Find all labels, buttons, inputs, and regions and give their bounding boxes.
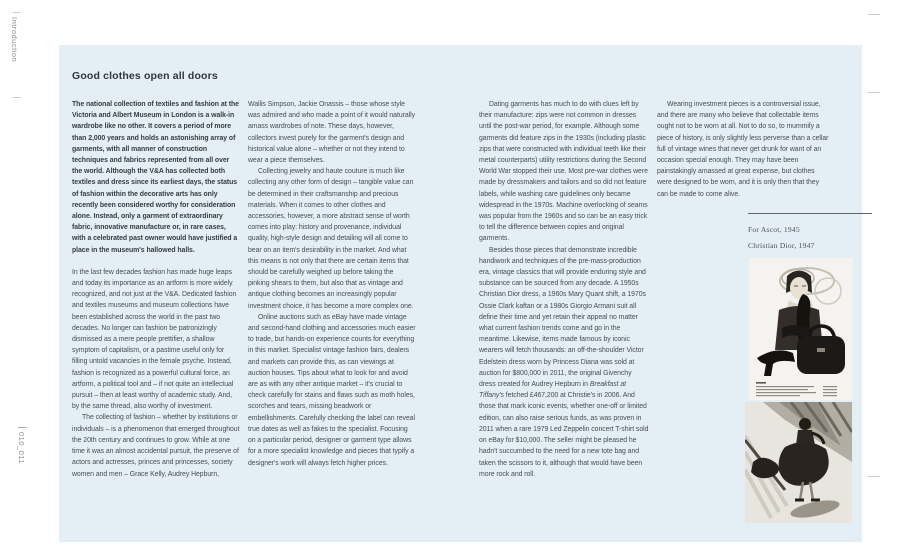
paragraph: The collecting of fashion – whether by institutions or individuals – is a phenomenon that emerged throughout the 20th century and continues to grow. While at one time it was an almost accidental pursuit, the preserve of actors and actresses, princes and princesses, society women and men – Grace Kelly, Audrey Hepburn, <box>72 414 240 478</box>
paragraph: Wearing investment pieces is a controversial issue, and there are many who believe that collectable items ought not to be worn at all. Not to do so, to mummify a piece of history, is only slightly less perverse than a cellar full of vintage wines that never get drunk for want of an occasion special enough. They may have been painstakingly amassed at great expense, but clothes were designed to be worn, and it is only then that they can be made to come alive. <box>657 101 829 198</box>
page-title: Good clothes open all doors <box>72 70 218 82</box>
page-background <box>59 45 862 542</box>
photo-dior-street-scene <box>745 402 852 523</box>
text-column-3 <box>479 99 649 480</box>
trim-mark <box>868 92 880 93</box>
text-column-4 <box>657 99 829 200</box>
photo-ascot-illustration <box>749 258 853 400</box>
paragraph: Wallis Simpson, Jackie Onassis – those whose style was admired and who made a point of it would naturally amass wardrobes of note. These days, however, collectors invest purely for the garment's design and historical value alone – whether or not they intend to wear a piece themselves. <box>248 101 415 165</box>
trim-mark <box>868 476 880 477</box>
paragraph: Collecting jewelry and haute couture is much like collecting any other form of design – tangible value can be determined in their craftsmanship and precious materials. When it comes to other clothes and accessories, however, a more abstract sense of worth comes into play: history and provenance, individual quality, high-style design and detailing will all come to bear on an item's desirability in the market. And what this means is not only that there are certain items that should be carefully weighed up before taking the pinking shears to them, but also that as vintage and antique clothing becomes an increasingly popular investment choice, it has become a more complex one. <box>248 168 414 310</box>
photo-ascot-1945 <box>749 258 853 400</box>
caption-rule <box>748 213 872 214</box>
sidebar-section-label: Introduction <box>10 17 19 63</box>
photo-caption-dior: Christian Dior, 1947 <box>748 241 815 250</box>
paragraph: Besides those pieces that demonstrate incredible handiwork and techniques of the pre-mass-production era, vintage classics that will provide enduring style and substance can be sourced from any decade. A 1950s Christian Dior dress, a 1960s Mary Quant shift, a 1970s Ossie Clark kaftan or a 1980s Giorgio Armani suit all define their time and yet retain their appeal no matter what current fashion trends come and go in the meantime. Likewise, items made famous by iconic wearers will fetch thousands: an off-the-shoulder Victor Edelstein dress worn by Princess Diana was sold at auction for $800,000 in 2011, the original Givenchy dress created for Audrey Hepburn in Breakfast at Tiffany's fetched £467,200 at Christie's in 2006. And those that mark iconic events, whether one-off or limited edition, can also raise serious funds, as was proven in 2011 when a rare 1979 Led Zeppelin concert T-shirt sold on eBay for $10,000. The seller might be pleased he hadn't succumbed to the need for a new tote bag and taken the scissors to it, although that would have been more rock and roll. <box>479 246 649 478</box>
photo-caption-ascot: For Ascot, 1945 <box>748 225 800 234</box>
trim-mark <box>868 14 880 15</box>
trim-mark <box>18 427 27 428</box>
trim-mark <box>13 12 20 13</box>
paragraph: Online auctions such as eBay have made vintage and second-hand clothing and accessories much easier to trade, but hands-on experience counts for everything in this market. Specialist vintage fashion fairs, dealers and markets can provide this, as can viewings at auction houses. Tips about what to look for and avoid are as with any other antique market – it's crucial to check carefully for stains and flaws such as moth holes, scorches and tears, missing beadwork or embellishments. Carefully checking the label can reveal true dates as well as fakes to the specialist. Focusing on a particular period, designer or garment type allows for a more specialist knowledge and pieces that typify a designer's work will always fetch higher prices. <box>248 313 416 467</box>
trim-mark <box>13 97 21 98</box>
paragraph: Dating garments has much to do with clues left by their manufacture: zips were not common in dresses until the post-war period, for example. Although some garments did feature zips in the 1930s (including plastic zips that were constructed with individual teeth like their metal counterparts) utility restrictions during the Second World War stopped their use. Most pre-war clothes were made by dressmakers and tailors and so did not feature labels, while washing care guidelines only became widespread in the 1970s. Machine overlocking of seams was popular from the 1960s and so can be an easy trick to tell the difference between copies and original garments. <box>479 101 648 243</box>
text-column-2 <box>248 99 416 469</box>
paragraph: In the last few decades fashion has made huge leaps and today its importance as an artform is more widely recognized, and not just at the V&A. Dedicated fashion and textiles museums and museum collections have been established across the world in the past two decades. No longer can fashion be patronizingly dismissed as a mere people prettifier, a shallow symptom of capitalism, or a pastime useful only for filling untold vacancies in the female psyche. Instead, fashion is recognized as a powerful cultural force, an artform, a political tool and – if not quite an intellectual pursuit – then at least worthy of academic study. And, by the same thread, also worthy of investment. <box>72 268 237 411</box>
paragraph: The national collection of textiles and fashion at the Victoria and Albert Museum in London is a walk-in wardrobe like no other. It covers a period of more than 2,000 years and holds an astonishing array of garments, with all manner of construction techniques and fabrics represented from all over the world. Although the V&A has collected both textiles and dress since its earliest days, the status of fashion within the decorative arts has only recently been considered worthy for consideration alone. Instead, only a garment of extraordinary fabric, innovative manufacture or, in rare cases, with a celebrated past owner would have justified a place in the museum's hallowed halls. <box>72 101 239 254</box>
photo-dior-1947 <box>745 402 852 523</box>
text-column-1 <box>72 99 240 480</box>
page-number: 010_011 <box>17 432 26 465</box>
